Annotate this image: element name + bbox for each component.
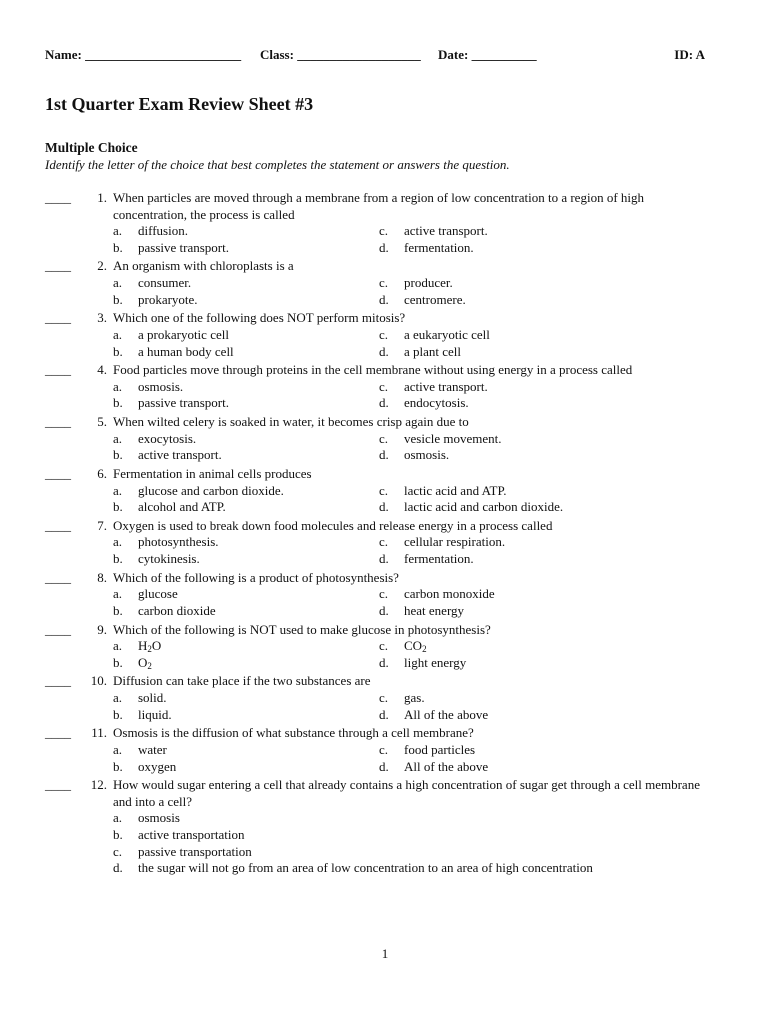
answer-choices xyxy=(113,690,705,723)
answer-choice xyxy=(113,551,379,568)
choice-letter: b. xyxy=(113,291,123,307)
answer-choice xyxy=(113,447,379,464)
choice-text: light energy xyxy=(404,654,467,670)
answer-choice xyxy=(379,447,659,464)
answer-blank: ____ xyxy=(45,258,71,274)
answer-blank: ____ xyxy=(45,414,71,430)
answer-choices xyxy=(113,275,705,308)
choice-text: osmosis. xyxy=(138,378,184,394)
choice-letter: d. xyxy=(379,447,389,463)
question-number: 7. xyxy=(97,517,107,533)
answer-choice xyxy=(113,707,379,724)
answer-choices xyxy=(113,638,705,671)
choice-letter: c. xyxy=(379,378,389,394)
answer-choice xyxy=(379,759,659,776)
question-text: An organism with chloroplasts is a xyxy=(113,258,294,274)
answer-choices xyxy=(113,586,705,619)
choice-letter: c. xyxy=(379,326,389,342)
class-field-label: Class: ___________________ xyxy=(260,47,421,62)
choice-letter: b. xyxy=(113,654,123,670)
answer-choice xyxy=(379,240,659,257)
choice-letter: c. xyxy=(379,482,389,498)
choice-text: fermentation. xyxy=(404,551,474,567)
choice-text xyxy=(138,638,161,653)
formula-subscript: 2 xyxy=(422,644,427,655)
answer-blank: ____ xyxy=(45,517,71,533)
choice-text: solid. xyxy=(138,690,167,706)
answer-blank: ____ xyxy=(45,465,71,481)
choice-text: endocytosis. xyxy=(404,395,469,411)
question-item xyxy=(45,414,705,464)
answer-choices xyxy=(113,810,705,876)
choice-letter: b. xyxy=(113,447,123,463)
choice-text: water xyxy=(138,741,167,757)
choice-text: producer. xyxy=(404,275,453,291)
question-item xyxy=(45,258,705,308)
answer-blank: ____ xyxy=(45,569,71,585)
question-number: 11. xyxy=(91,725,107,741)
question-number: 3. xyxy=(97,310,107,326)
formula-subscript: 2 xyxy=(147,644,152,655)
answer-choice xyxy=(113,690,379,707)
answer-choice xyxy=(113,379,379,396)
question-number: 8. xyxy=(97,569,107,585)
question-number: 1. xyxy=(97,190,107,205)
question-text: Oxygen is used to break down food molecules and release energy in a process called xyxy=(113,517,553,533)
choice-letter: a. xyxy=(113,534,123,550)
choice-letter: b. xyxy=(113,343,123,359)
question-text: Food particles move through proteins in the cell membrane without using energy in a process called xyxy=(113,362,633,378)
question-item xyxy=(45,725,705,775)
choice-text: All of the above xyxy=(404,706,489,722)
choice-text: a plant cell xyxy=(404,343,462,359)
choice-text: glucose and carbon dioxide. xyxy=(138,482,284,498)
answer-choice xyxy=(113,759,379,776)
choice-letter: b. xyxy=(113,395,123,411)
choice-letter: d. xyxy=(379,602,389,618)
answer-choice xyxy=(379,395,659,412)
choice-text: active transport. xyxy=(138,447,222,463)
choice-text: cytokinesis. xyxy=(138,551,200,567)
choice-letter: a. xyxy=(113,741,123,757)
answer-choice xyxy=(113,344,379,361)
choice-letter: d. xyxy=(379,551,389,567)
answer-choice xyxy=(379,499,659,516)
answer-choice xyxy=(379,742,659,759)
choice-text: photosynthesis. xyxy=(138,534,219,550)
choice-letter: a. xyxy=(113,690,123,706)
choice-text: passive transport. xyxy=(138,395,229,411)
choice-letter: b. xyxy=(113,239,123,255)
choice-text: active transport. xyxy=(404,223,488,239)
question-item xyxy=(45,190,705,256)
question-number: 10. xyxy=(90,673,107,689)
choice-text: a eukaryotic cell xyxy=(404,326,490,342)
choice-text: glucose xyxy=(138,586,178,602)
choice-text: active transport. xyxy=(404,378,488,394)
question-item xyxy=(45,570,705,620)
choice-text: liquid. xyxy=(138,706,172,722)
answer-choice xyxy=(113,655,379,672)
answer-choice xyxy=(379,344,659,361)
choice-text: osmosis. xyxy=(404,447,450,463)
choice-letter: a. xyxy=(113,810,123,826)
question-item xyxy=(45,622,705,672)
choice-letter: a. xyxy=(113,586,123,602)
question-item xyxy=(45,673,705,723)
question-text: Which of the following is a product of photosynthesis? xyxy=(113,569,399,585)
choice-text: oxygen xyxy=(138,758,177,774)
choice-letter: a. xyxy=(113,326,123,342)
answer-choices xyxy=(113,379,705,412)
choice-letter: d. xyxy=(379,706,389,722)
choice-letter: c. xyxy=(379,534,389,550)
section-instructions: Identify the letter of the choice that best completes the statement or answers the question. xyxy=(45,157,510,172)
choice-letter: d. xyxy=(379,654,389,670)
question-list xyxy=(45,190,705,879)
choice-text: prokaryote. xyxy=(138,291,198,307)
choice-text: lactic acid and ATP. xyxy=(404,482,507,498)
question-text: Fermentation in animal cells produces xyxy=(113,465,312,481)
answer-choice xyxy=(113,638,379,655)
answer-choice xyxy=(113,240,379,257)
answer-choice xyxy=(379,292,659,309)
answer-choices xyxy=(113,431,705,464)
choice-letter: c. xyxy=(379,275,389,291)
answer-choice xyxy=(379,483,659,500)
answer-choice xyxy=(113,603,379,620)
choice-text: fermentation. xyxy=(404,239,474,255)
answer-choice xyxy=(113,810,673,827)
question-text: When particles are moved through a membrane from a region of low concentration to a region of high concentration, the process is called xyxy=(113,190,645,222)
choice-letter: d. xyxy=(379,291,389,307)
answer-blank: ____ xyxy=(45,725,71,741)
answer-blank: ____ xyxy=(45,190,71,205)
choice-text: lactic acid and carbon dioxide. xyxy=(404,499,564,515)
answer-choice xyxy=(113,844,673,861)
question-number: 2. xyxy=(97,258,107,274)
choice-letter: c. xyxy=(379,690,389,706)
choice-letter: c. xyxy=(379,741,389,757)
question-text: Diffusion can take place if the two substances are xyxy=(113,673,371,689)
page-title: 1st Quarter Exam Review Sheet #3 xyxy=(45,94,314,114)
answer-blank: ____ xyxy=(45,310,71,326)
choice-text: a prokaryotic cell xyxy=(138,326,229,342)
answer-choice xyxy=(113,827,673,844)
answer-choices xyxy=(113,483,705,516)
choice-letter: d. xyxy=(379,758,389,774)
answer-choice xyxy=(379,690,659,707)
answer-choice xyxy=(379,551,659,568)
choice-letter: d. xyxy=(113,860,123,876)
answer-choice xyxy=(113,327,379,344)
choice-text: passive transport. xyxy=(138,239,229,255)
answer-choice xyxy=(379,638,659,655)
answer-choice xyxy=(113,431,379,448)
choice-letter: d. xyxy=(379,499,389,515)
question-number: 5. xyxy=(97,414,107,430)
question-item xyxy=(45,777,705,877)
answer-choices xyxy=(113,223,705,256)
name-field-label: Name: ________________________ xyxy=(45,47,242,62)
answer-choice xyxy=(113,483,379,500)
section-title: Multiple Choice xyxy=(45,140,138,155)
answer-choice xyxy=(379,603,659,620)
formula-suffix: O xyxy=(151,638,162,654)
question-number: 12. xyxy=(90,777,107,793)
choice-letter: b. xyxy=(113,499,123,515)
choice-text: centromere. xyxy=(404,291,466,307)
answer-choice xyxy=(113,586,379,603)
formula-base: O xyxy=(138,654,148,670)
choice-text: gas. xyxy=(404,690,425,706)
answer-choice xyxy=(113,499,379,516)
choice-letter: d. xyxy=(379,343,389,359)
choice-text: carbon monoxide xyxy=(404,586,495,602)
choice-letter: a. xyxy=(113,275,123,291)
choice-letter: c. xyxy=(379,638,389,654)
answer-choices xyxy=(113,742,705,775)
answer-blank: ____ xyxy=(45,362,71,378)
choice-letter: d. xyxy=(379,239,389,255)
id-label: ID: A xyxy=(674,47,705,62)
choice-text: alcohol and ATP. xyxy=(138,499,226,515)
choice-letter: c. xyxy=(379,586,389,602)
choice-text: exocytosis. xyxy=(138,430,197,446)
choice-text: a human body cell xyxy=(138,343,234,359)
answer-choices xyxy=(113,327,705,360)
choice-text: the sugar will not go from an area of low concentration to an area of high concentration xyxy=(138,860,593,876)
answer-choice xyxy=(379,534,659,551)
choice-text: osmosis xyxy=(138,810,180,826)
question-item xyxy=(45,466,705,516)
answer-choice xyxy=(113,860,673,877)
answer-choice xyxy=(379,431,659,448)
question-number: 9. xyxy=(97,621,107,637)
choice-text xyxy=(404,638,427,653)
choice-letter: a. xyxy=(113,638,123,654)
answer-choice xyxy=(379,223,659,240)
choice-letter: a. xyxy=(113,482,123,498)
question-number: 6. xyxy=(97,465,107,481)
formula-base: H xyxy=(138,638,148,654)
answer-blank: ____ xyxy=(45,621,71,637)
header xyxy=(45,47,705,65)
choice-letter: b. xyxy=(113,706,123,722)
choice-text: cellular respiration. xyxy=(404,534,506,550)
question-text: Which of the following is NOT used to make glucose in photosynthesis? xyxy=(113,621,491,637)
choice-text: vesicle movement. xyxy=(404,430,502,446)
answer-choice xyxy=(379,586,659,603)
question-text: How would sugar entering a cell that already contains a high concentration of sugar get through a cell membrane and into a cell? xyxy=(113,777,700,809)
choice-text: passive transportation xyxy=(138,843,252,859)
answer-choice xyxy=(113,742,379,759)
choice-letter: b. xyxy=(113,551,123,567)
date-field-label: Date: __________ xyxy=(438,47,537,62)
choice-letter: b. xyxy=(113,602,123,618)
choice-text: All of the above xyxy=(404,758,489,774)
choice-letter: b. xyxy=(113,827,123,842)
answer-choice xyxy=(113,223,379,240)
question-item xyxy=(45,518,705,568)
question-item xyxy=(45,310,705,360)
answer-choice xyxy=(113,395,379,412)
answer-choice xyxy=(379,707,659,724)
formula-base: CO xyxy=(404,638,423,654)
choice-letter: a. xyxy=(113,378,123,394)
choice-text: diffusion. xyxy=(138,223,188,239)
question-text: Osmosis is the diffusion of what substance through a cell membrane? xyxy=(113,725,474,741)
answer-blank: ____ xyxy=(45,673,71,689)
choice-letter: a. xyxy=(113,430,123,446)
choice-letter: d. xyxy=(379,395,389,411)
answer-blank: ____ xyxy=(45,777,71,793)
choice-text: active transportation xyxy=(138,827,245,842)
answer-choice xyxy=(379,327,659,344)
answer-choices xyxy=(113,534,705,567)
answer-choice xyxy=(113,275,379,292)
choice-letter: c. xyxy=(113,843,123,859)
answer-choice xyxy=(113,292,379,309)
page-number: 1 xyxy=(381,946,389,961)
answer-choice xyxy=(379,655,659,672)
choice-text: carbon dioxide xyxy=(138,602,216,618)
choice-text: food particles xyxy=(404,741,476,757)
answer-choice xyxy=(113,534,379,551)
formula-subscript: 2 xyxy=(147,660,152,671)
question-item xyxy=(45,362,705,412)
choice-letter: b. xyxy=(113,758,123,774)
choice-text xyxy=(138,655,152,670)
choice-letter: a. xyxy=(113,223,123,239)
answer-choice xyxy=(379,379,659,396)
choice-letter: c. xyxy=(379,430,389,446)
choice-text: consumer. xyxy=(138,275,192,291)
question-number: 4. xyxy=(97,362,107,378)
choice-letter: c. xyxy=(379,223,389,239)
choice-text: heat energy xyxy=(404,602,465,618)
answer-choice xyxy=(379,275,659,292)
question-text: When wilted celery is soaked in water, it becomes crisp again due to xyxy=(113,414,469,430)
question-text: Which one of the following does NOT perform mitosis? xyxy=(113,310,406,326)
